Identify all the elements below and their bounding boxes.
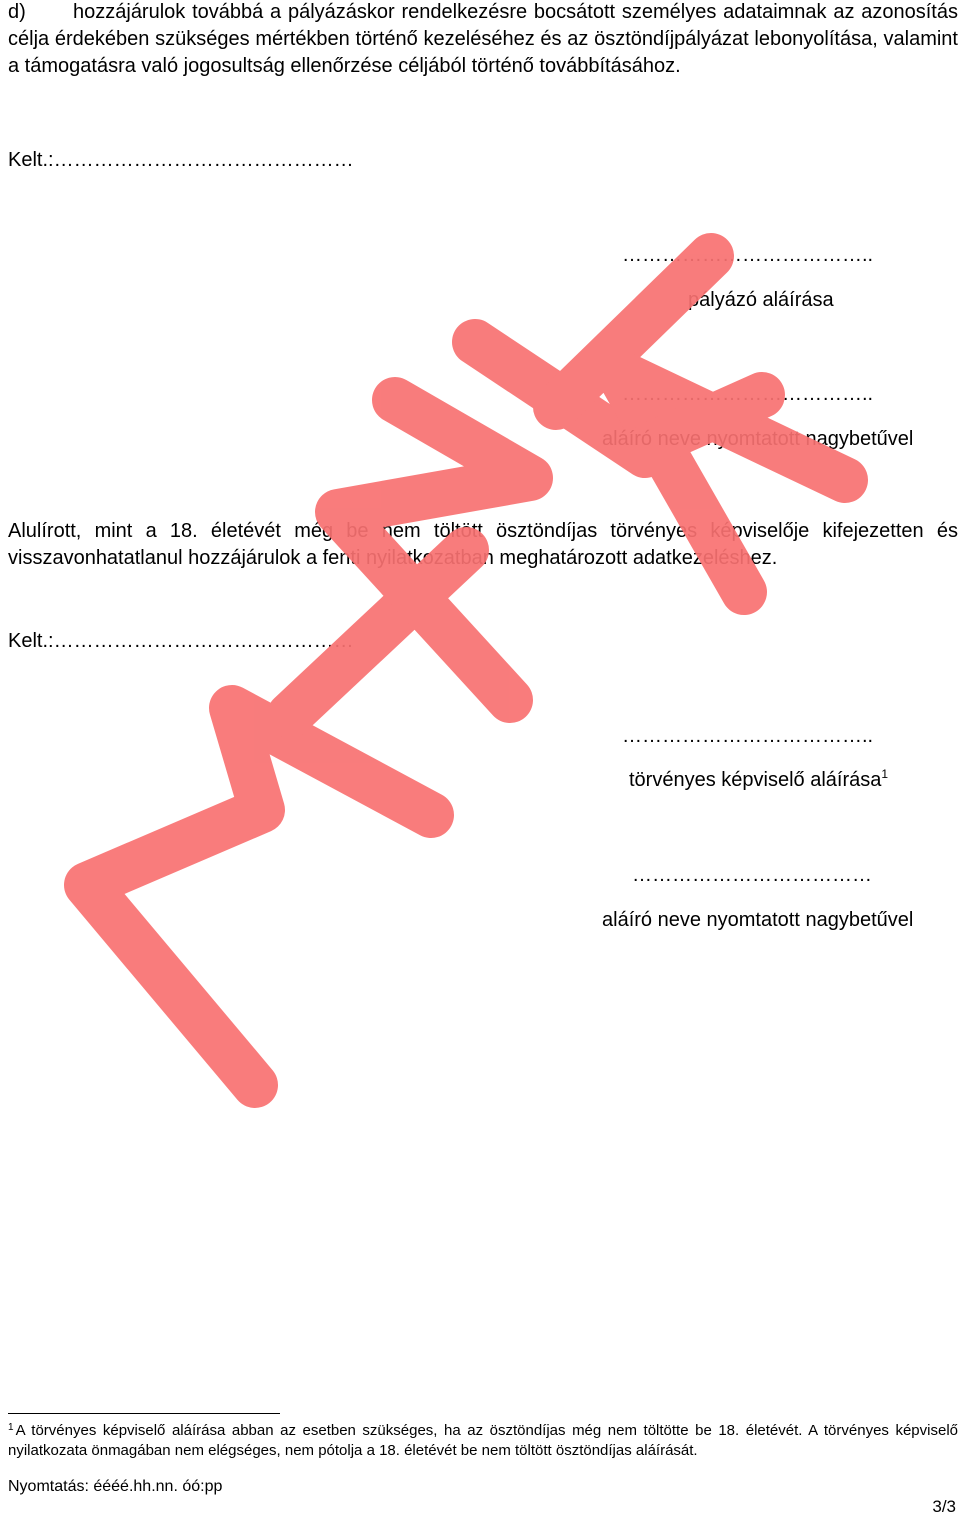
footnote-number: 1 [8, 1422, 14, 1433]
signature-label-guardian [629, 768, 888, 792]
paragraph-text: hozzájárulok továbbá a pályázáskor rendelkezésre bocsátott személyes adataimnak az azonosítás célja érdekében szükséges mértékben történő kezeléséhez és az ösztöndíjpályázat lebonyolítása, valamint a támogatásra való jogosultság ellenőrzése céljából történő továbbításához. [8, 1, 958, 77]
signature-line-applicant: ……………………………….. [622, 244, 874, 266]
printed-name-label-applicant: aláíró neve nyomtatott nagybetűvel [602, 428, 914, 450]
printed-name-line-guardian: ……………………………… [632, 864, 872, 886]
footnote [8, 1421, 958, 1461]
footnote-divider [8, 1413, 280, 1414]
consent-paragraph-d [8, 0, 958, 80]
paragraph-marker: d) [8, 1, 26, 23]
date-field-applicant: Kelt.:……………………………………… [8, 149, 354, 171]
guardian-consent-paragraph: Alulírott, mint a 18. életévét még be nem töltött ösztöndíjas törvényes képviselője kifejezetten és visszavonhatatlanul hozzájárulok a fenti nyilatkozatban meghatározott adatkezeléshez. [8, 520, 958, 569]
footnote-reference: 1 [881, 767, 889, 781]
print-timestamp: Nyomtatás: éééé.hh.nn. óó:pp [8, 1478, 223, 1495]
printed-name-line-applicant: ……………………………….. [622, 383, 874, 405]
footnote-text: A törvényes képviselő aláírása abban az esetben szükséges, ha az ösztöndíjas még nem töltötte be 18. életévét. A törvényes képviselő nyilatkozata önmagában nem elégséges, nem pótolja a 18. életévét be nem töltött ösztöndíjas aláírását. [8, 1422, 958, 1459]
date-field-guardian: Kelt.:……………………………………… [8, 630, 354, 652]
signature-label-guardian-text: törvényes képviselő aláírása [629, 769, 882, 791]
signature-label-applicant: pályázó aláírása [688, 289, 834, 311]
page-number: 3/3 [932, 1497, 956, 1516]
signature-line-guardian: ……………………………….. [622, 725, 874, 747]
printed-name-label-guardian: aláíró neve nyomtatott nagybetűvel [602, 909, 914, 931]
